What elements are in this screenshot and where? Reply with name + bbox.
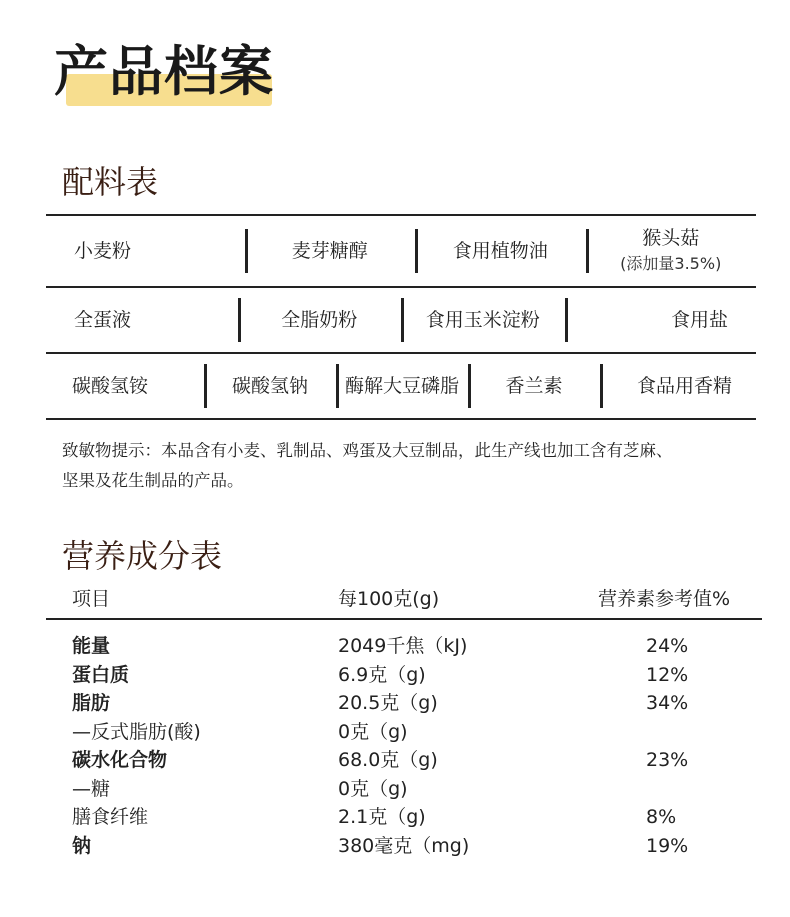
nutrient-value: 0克（g) — [338, 720, 408, 743]
ingredient-cell: 碳酸氢钠 — [204, 373, 336, 399]
nutrient-nrv: 34% — [646, 692, 689, 714]
ingredients-row-2 — [46, 288, 756, 354]
nutrient-value: 2.1克（g) — [338, 806, 426, 828]
nutrition-title: 营养成分表 — [62, 537, 223, 575]
ingredients-table — [46, 214, 756, 420]
ingredient-cell: 食品用香精 — [600, 373, 756, 399]
nutrient-value: 20.5克（g) — [338, 692, 438, 714]
nutrition-header-nrv: 营养素参考值% — [598, 588, 731, 610]
nutrient-value: 0克（g) — [338, 777, 408, 800]
nutrition-row — [46, 746, 762, 775]
nutrient-nrv: 12% — [646, 663, 689, 686]
nutrition-header-row — [46, 580, 762, 620]
nutrient-name: 蛋白质 — [72, 663, 130, 686]
page-title: 产品档案 — [54, 40, 274, 103]
ingredient-cell: 小麦粉 — [74, 240, 132, 262]
ingredient-note: (添加量3.5%) — [620, 254, 722, 273]
nutrient-name: —糖 — [72, 777, 111, 800]
ingredients-row-3 — [46, 354, 756, 420]
ingredients-row-1 — [46, 214, 756, 288]
ingredient-cell: 全蛋液 — [74, 309, 132, 331]
nutrition-header-item: 项目 — [72, 588, 111, 610]
ingredient-cell-hericium — [586, 225, 757, 277]
ingredient-cell: 酶解大豆磷脂 — [336, 373, 468, 399]
nutrient-value: 6.9克（g) — [338, 663, 426, 686]
ingredient-cell: 碳酸氢铵 — [72, 375, 149, 397]
nutrient-nrv: 8% — [646, 806, 677, 828]
nutrition-row — [46, 689, 762, 718]
nutrient-nrv: 23% — [646, 749, 689, 771]
nutrient-value: 2049千焦（kJ) — [338, 635, 468, 657]
nutrient-name: 脂肪 — [72, 692, 111, 714]
nutrient-name: 能量 — [72, 635, 111, 657]
nutrient-nrv: 24% — [646, 635, 689, 657]
ingredient-name: 猴头菇 — [642, 227, 700, 249]
ingredients-title: 配料表 — [62, 163, 159, 201]
ingredient-cell: 全脂奶粉 — [238, 307, 402, 333]
allergy-line-1: 致敏物提示：本品含有小麦、乳制品、鸡蛋及大豆制品，此生产线也加工含有芝麻、 — [62, 441, 673, 460]
nutrient-value: 380毫克（mg) — [338, 834, 470, 857]
nutrition-row — [46, 775, 762, 804]
nutrition-row — [46, 718, 762, 747]
ingredient-cell: 香兰素 — [468, 373, 600, 399]
nutrition-row — [46, 632, 762, 661]
ingredient-cell: 麦芽糖醇 — [245, 238, 416, 264]
nutrient-name: 碳水化合物 — [72, 749, 168, 771]
nutrient-value: 68.0克（g) — [338, 749, 438, 771]
nutrient-nrv: 19% — [646, 834, 689, 857]
allergy-notice — [62, 436, 752, 496]
nutrient-name: 膳食纤维 — [72, 806, 149, 828]
nutrition-table — [46, 632, 762, 860]
nutrient-name: —反式脂肪(酸) — [72, 720, 201, 743]
ingredient-cell: 食用植物油 — [415, 238, 586, 264]
allergy-line-2: 坚果及花生制品的产品。 — [62, 471, 244, 490]
ingredient-cell: 食用盐 — [565, 307, 757, 333]
ingredient-cell: 食用玉米淀粉 — [401, 307, 565, 333]
nutrition-row — [46, 832, 762, 861]
page-title-block — [54, 36, 294, 112]
nutrition-row — [46, 661, 762, 690]
nutrition-header-per100: 每100克(g) — [338, 588, 440, 610]
nutrition-row — [46, 803, 762, 832]
nutrient-name: 钠 — [72, 834, 92, 857]
